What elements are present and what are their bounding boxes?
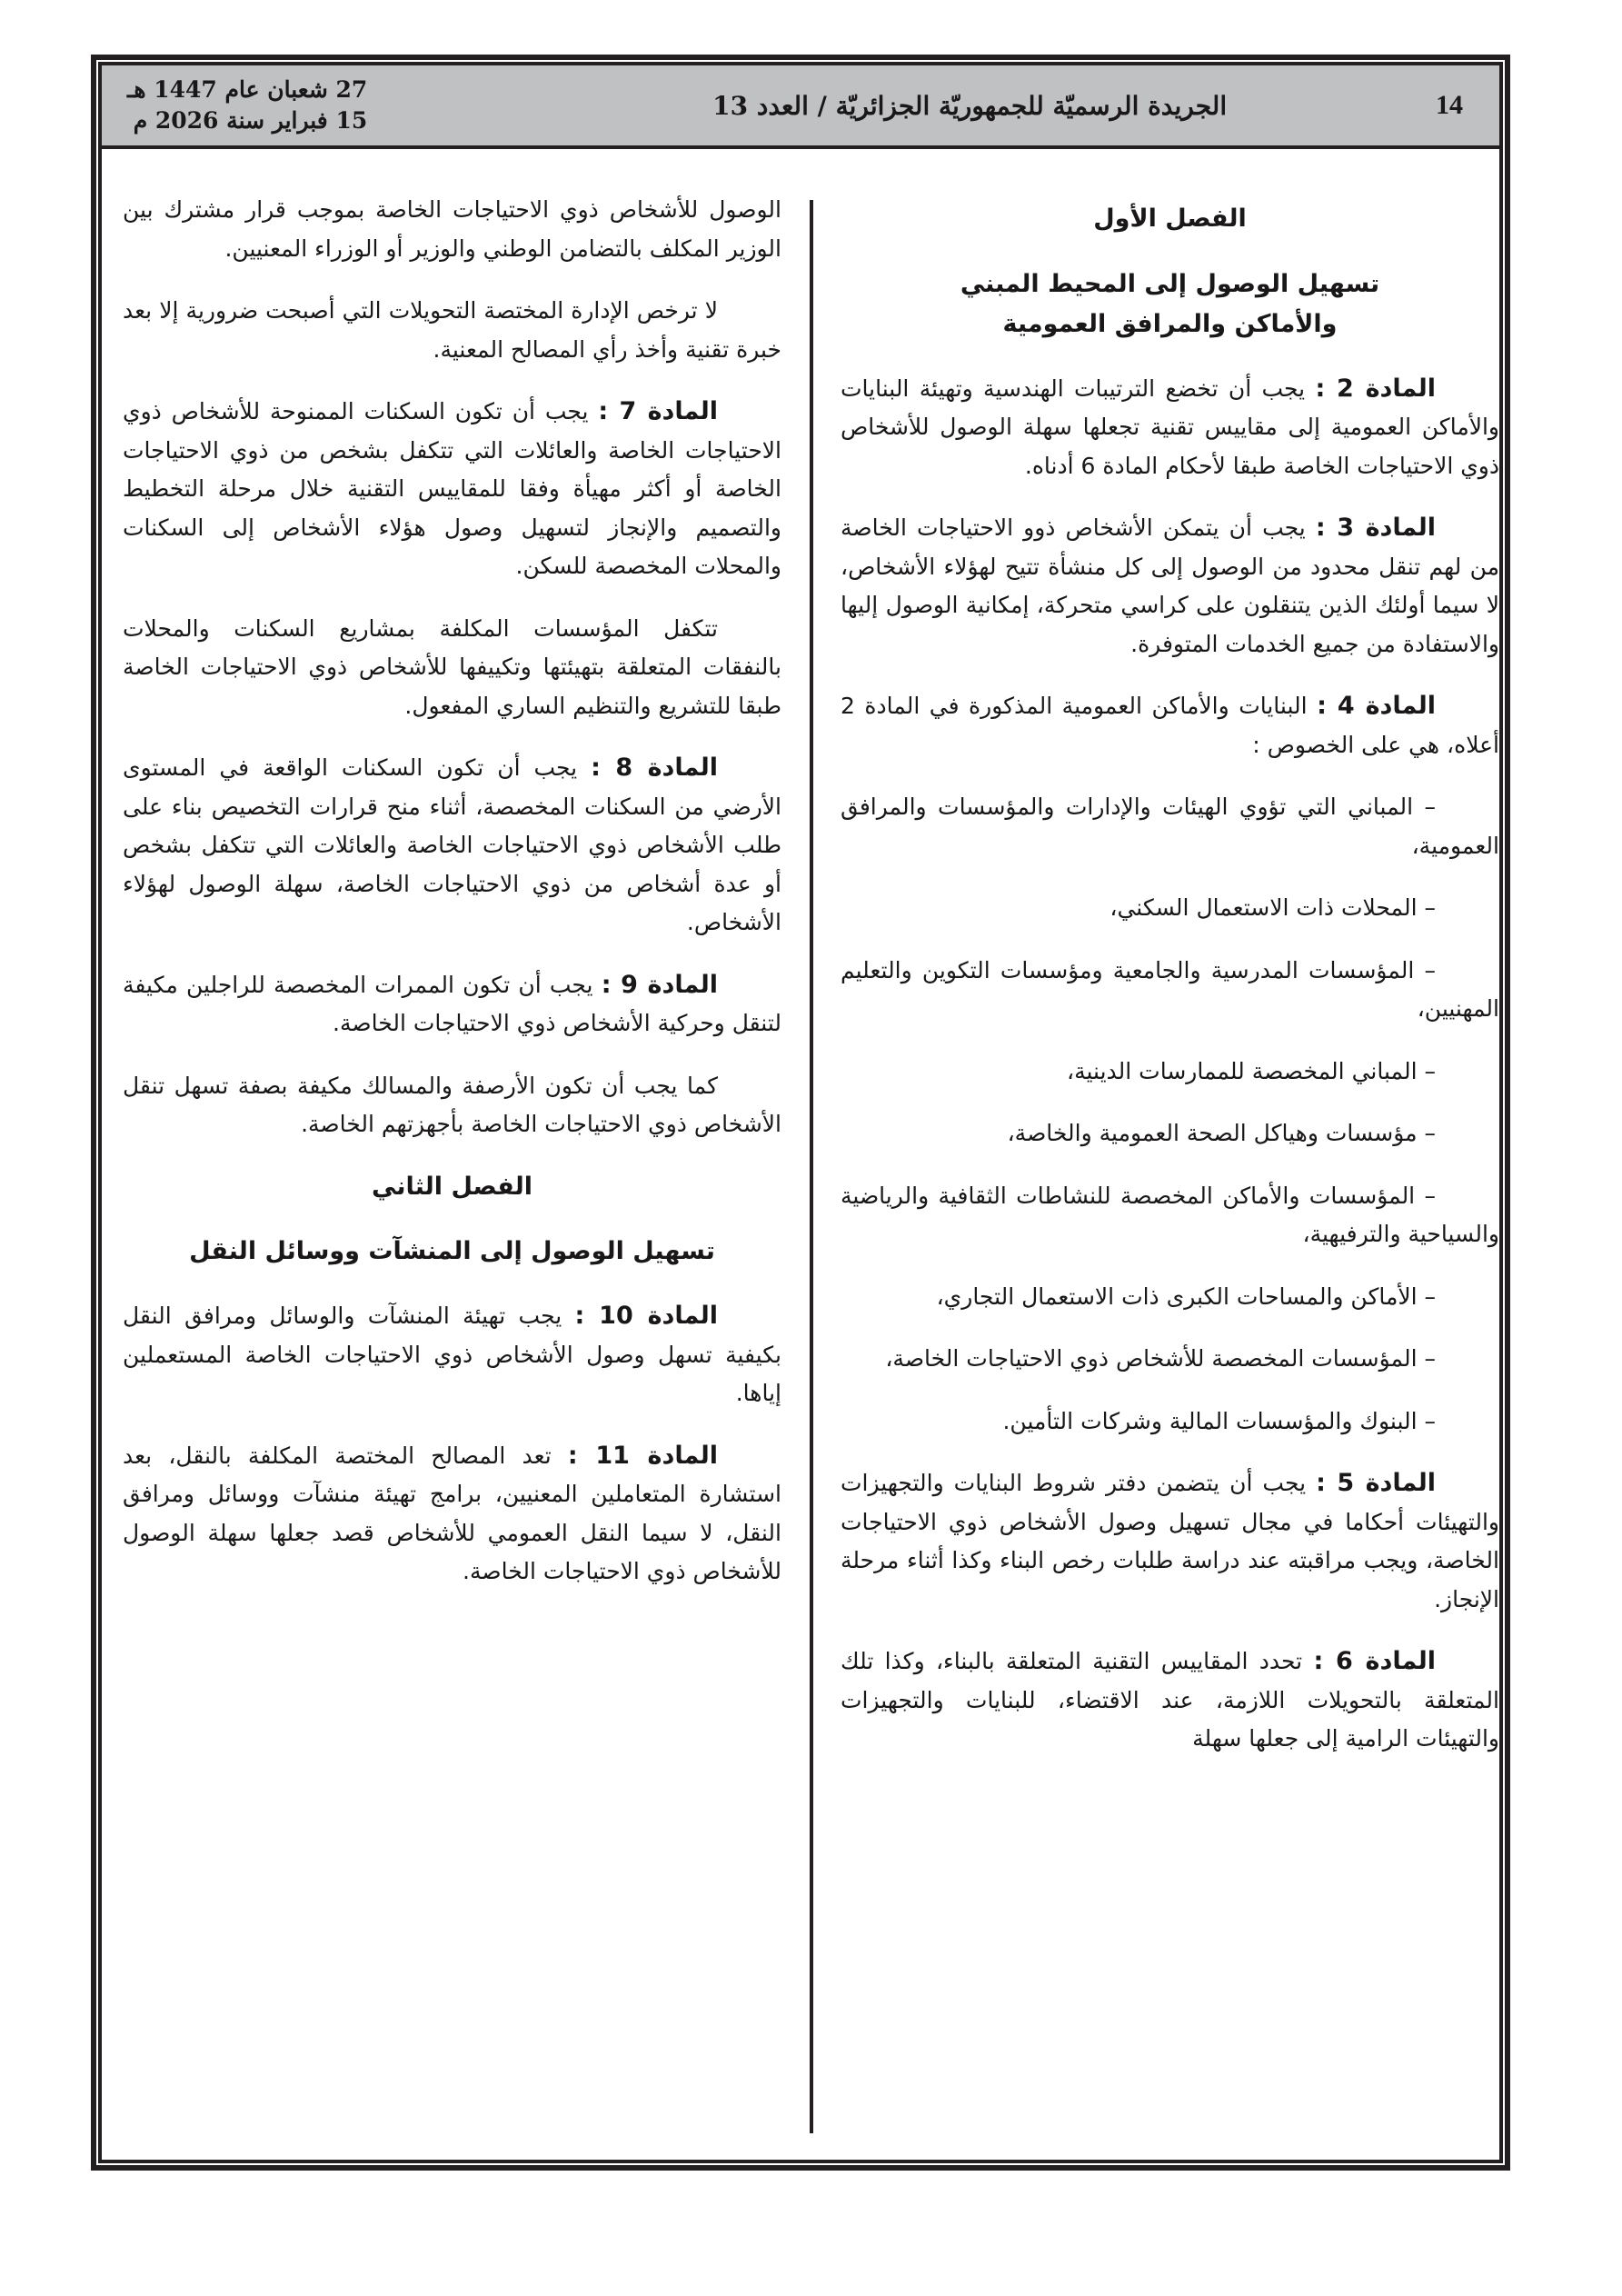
header-title: الجريدة الرسميّة للجمهوريّة الجزائريّة / العدد 13 bbox=[712, 90, 1228, 121]
left-column bbox=[123, 191, 781, 1615]
article-text: يجب تهيئة المنشآت والوسائل ومرافق النقل بكيفية تسهل وصول الأشخاص ذوي الاحتياجات الخاصة المستعملين إياها. bbox=[123, 1303, 781, 1406]
article-label: المادة 3 : bbox=[1315, 514, 1437, 542]
column-divider bbox=[810, 200, 813, 2133]
list-item: – مؤسسات وهياكل الصحة العمومية والخاصة، bbox=[1007, 1120, 1436, 1146]
article-text: يجب أن تكون السكنات الممنوحة للأشخاص ذوي الاحتياجات الخاصة والعائلات التي تتكفل بشخص من ذوي الاحتياجات الخاصة أو أكثر مهيأة وفقا للمقاييس التقنية خلال مرحلة التخطيط والتصميم والإنجاز لتسهيل وصول هؤلاء الأشخاص إلى السكنات والمحلات المخصصة للسكن. bbox=[123, 398, 781, 579]
header-date-hijri: 27 شعبان عام 1447 هـ bbox=[127, 76, 368, 103]
article-label: المادة 9 : bbox=[601, 970, 718, 999]
article-9 bbox=[123, 966, 781, 1043]
header-date-gregorian: 15 فبراير سنة 2026 م bbox=[133, 107, 368, 134]
article-8 bbox=[123, 749, 781, 943]
article-11 bbox=[123, 1437, 781, 1592]
chapter-title: تسهيل الوصول إلى المنشآت ووسائل النقل bbox=[189, 1237, 715, 1265]
article-label: المادة 7 : bbox=[598, 397, 718, 425]
article-4 bbox=[841, 687, 1499, 764]
header-date bbox=[127, 75, 367, 136]
article-label: المادة 10 : bbox=[574, 1302, 718, 1330]
article-text: البنايات والأماكن العمومية المذكورة في المادة 2 أعلاه، هي على الخصوص : bbox=[841, 693, 1499, 758]
article-text: يجب أن تخضع الترتيبات الهندسية وتهيئة البنايات والأماكن العمومية إلى مقاييس تقنية تجعلها سهلة الوصول للأشخاص ذوي الاحتياجات الخاصة طبقا لأحكام المادة 6 أدناه. bbox=[841, 374, 1499, 479]
right-column bbox=[841, 191, 1499, 1782]
article-text: يجب أن يتضمن دفتر شروط البنايات والتجهيزات والتهيئات أحكاما في مجال تسهيل وصول الأشخاص ذوي الاحتياجات الخاصة، ويجب مراقبته عند دراسة طلبات رخص البناء وكذا أثناء مرحلة الإنجاز. bbox=[841, 1470, 1499, 1612]
article-label: المادة 2 : bbox=[1315, 374, 1437, 403]
list-item: – المؤسسات المخصصة للأشخاص ذوي الاحتياجات الخاصة، bbox=[885, 1345, 1436, 1372]
article-text: يجب أن تكون السكنات الواقعة في المستوى الأرضي من السكنات المخصصة، أثناء منح قرارات التخصيص بناء على طلب الأشخاص ذوي الاحتياجات الخاصة والعائلات التي تتكفل بشخص أو عدة أشخاص من ذوي الاحتياجات الخاصة، سهلة الوصول لهؤلاء الأشخاص. bbox=[123, 754, 781, 935]
chapter-heading: الفصل الأول bbox=[1093, 205, 1247, 233]
article-7-paragraph: تتكفل المؤسسات المكلفة بمشاريع السكنات والمحلات بالنفقات المتعلقة بتهيئتها وتكييفها للأشخاص ذوي الاحتياجات الخاصة طبقا للتشريع والتنظيم الساري المفعول. bbox=[123, 614, 781, 719]
article-2 bbox=[841, 370, 1499, 486]
article-text: تحدد المقاييس التقنية المتعلقة بالبناء، وكذا تلك المتعلقة بالتحويلات اللازمة، عند الاقتضاء، للبنايات والتجهيزات والتهيئات الرامية إلى جعلها سهلة bbox=[841, 1648, 1499, 1752]
list-item: – الأماكن والمساحات الكبرى ذات الاستعمال التجاري، bbox=[936, 1283, 1436, 1310]
article-label: المادة 6 : bbox=[1313, 1647, 1436, 1675]
article-9-paragraph: كما يجب أن تكون الأرصفة والمسالك مكيفة بصفة تسهل تنقل الأشخاص ذوي الاحتياجات الخاصة بأجهزتهم الخاصة. bbox=[123, 1072, 781, 1137]
chapter-heading: الفصل الثاني bbox=[372, 1172, 532, 1201]
list-item: – المباني التي تؤوي الهيئات والإدارات والمؤسسات والمرافق العمومية، bbox=[841, 794, 1499, 859]
article-label: المادة 4 : bbox=[1317, 692, 1436, 720]
article-label: المادة 5 : bbox=[1316, 1469, 1437, 1497]
running-header bbox=[102, 65, 1499, 149]
article-text: تعد المصالح المختصة المكلفة بالنقل، بعد استشارة المتعاملين المعنيين، برامج تهيئة منشآت ووسائل ومرافق النقل، لا سيما النقل العمومي للأشخاص قصد جعلها سهلة الوصول للأشخاص ذوي الاحتياجات الخاصة. bbox=[123, 1442, 781, 1584]
article-label: المادة 8 : bbox=[591, 754, 719, 782]
list-item: – المحلات ذات الاستعمال السكني، bbox=[1110, 894, 1436, 921]
list-item: – المؤسسات والأماكن المخصصة للنشاطات الثقافية والرياضية والسياحية والترفيهية، bbox=[841, 1182, 1499, 1247]
article-text: يجب أن يتمكن الأشخاص ذوو الاحتياجات الخاصة من لهم تنقل محدود من الوصول إلى كل منشأة تتيح لهؤلاء الأشخاص، لا سيما أولئك الذين يتنقلون على كراسي متحركة، إمكانية الوصول إليها والاستفادة من جميع الخدمات المتوفرة. bbox=[841, 514, 1499, 657]
article-label: المادة 11 : bbox=[567, 1441, 718, 1470]
list-item: – البنوك والمؤسسات المالية وشركات التأمين. bbox=[1002, 1407, 1436, 1434]
article-3 bbox=[841, 509, 1499, 664]
chapter-title-line: والأماكن والمرافق العمومية bbox=[1002, 309, 1338, 338]
list-item: – المؤسسات المدرسية والجامعية ومؤسسات التكوين والتعليم المهنيين، bbox=[841, 956, 1499, 1022]
article-7 bbox=[123, 393, 781, 586]
chapter-title-line: تسهيل الوصول إلى المحيط المبني bbox=[960, 269, 1380, 298]
article-text: يجب أن تكون الممرات المخصصة للراجلين مكيفة لتنقل وحركية الأشخاص ذوي الاحتياجات الخاصة. bbox=[123, 971, 781, 1036]
page-number: 14 bbox=[1436, 90, 1463, 120]
chapter-title bbox=[841, 265, 1499, 344]
article-5 bbox=[841, 1464, 1499, 1619]
article-6-paragraph: لا ترخص الإدارة المختصة التحويلات التي أصبحت ضرورية إلا بعد خبرة تقنية وأخذ رأي المصالح المعنية. bbox=[123, 297, 781, 363]
article-6-continuation: الوصول للأشخاص ذوي الاحتياجات الخاصة بموجب قرار مشترك بين الوزير المكلف بالتضامن الوطني والوزير أو الوزراء المعنيين. bbox=[123, 196, 781, 262]
article-4-list bbox=[841, 788, 1499, 1441]
article-6 bbox=[841, 1642, 1499, 1759]
article-10 bbox=[123, 1297, 781, 1413]
list-item: – المباني المخصصة للممارسات الدينية، bbox=[1067, 1057, 1436, 1084]
